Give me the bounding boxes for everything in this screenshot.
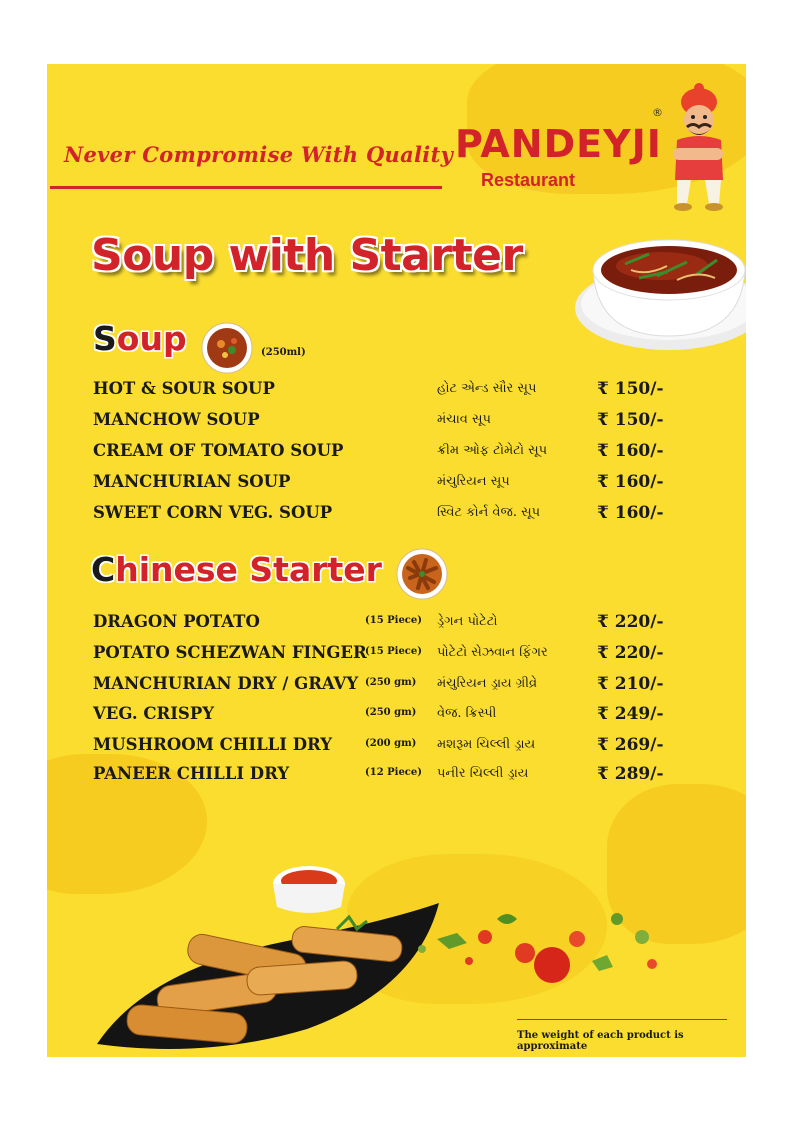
brand-logo-text: PANDEYJI [455, 122, 662, 166]
soup-section-title [93, 319, 187, 358]
item-gujarati-name: પોટેટો સેઝવાન ફિંગર [437, 645, 548, 660]
menu-card [47, 64, 746, 1057]
starter-title-initial: C [91, 550, 116, 589]
item-quantity: (15 Piece) [365, 615, 422, 626]
item-price: ₹ 150/- [597, 379, 664, 399]
item-name: MANCHURIAN SOUP [93, 472, 291, 491]
tagline-underline [50, 186, 442, 189]
item-gujarati-name: મંચુરિયન ડ્રાય ગ્રીવ્રે [437, 676, 538, 691]
item-name: MANCHURIAN DRY / GRAVY [93, 674, 359, 693]
soup-title-initial: S [93, 319, 117, 358]
item-price: ₹ 269/- [597, 735, 664, 755]
item-gujarati-name: ડ્રેગન પોટેટો [437, 614, 498, 629]
item-name: POTATO SCHEZWAN FINGER [93, 643, 367, 662]
list-item [93, 735, 713, 761]
list-item [93, 704, 713, 730]
item-name: PANEER CHILLI DRY [93, 764, 290, 783]
soup-thumbnail-icon [201, 322, 253, 374]
item-name: VEG. CRISPY [93, 704, 215, 723]
item-price: ₹ 249/- [597, 704, 664, 724]
item-name: CREAM OF TOMATO SOUP [93, 441, 344, 460]
spring-rolls-image [87, 859, 447, 1057]
list-item [93, 441, 713, 467]
mascot-icon [657, 82, 737, 214]
list-item [93, 503, 713, 529]
item-quantity: (200 gm) [365, 738, 417, 749]
soup-bowl-icon [547, 224, 746, 354]
item-gujarati-name: પનીર ચિલ્લી ડ્રાય [437, 766, 529, 781]
item-quantity: (15 Piece) [365, 646, 422, 657]
item-price: ₹ 160/- [597, 441, 664, 461]
item-quantity: (250 gm) [365, 707, 417, 718]
soup-title-rest: oup [116, 319, 187, 358]
footer-rule [517, 1019, 727, 1020]
list-item [93, 379, 713, 405]
brand-subtitle: Restaurant [481, 170, 576, 190]
tagline: Never Compromise With Quality [64, 142, 454, 167]
item-quantity: (250 gm) [365, 677, 417, 688]
registered-mark: ® [652, 106, 663, 119]
item-price: ₹ 160/- [597, 472, 664, 492]
item-price: ₹ 220/- [597, 643, 664, 663]
item-gujarati-name: વેજ. ક્રિસ્પી [437, 706, 497, 721]
item-quantity: (12 Piece) [365, 767, 422, 778]
item-price: ₹ 289/- [597, 764, 664, 784]
starter-title-rest: hinese Starter [115, 550, 382, 589]
soup-portion-note: (250ml) [261, 347, 306, 358]
item-name: HOT & SOUR SOUP [93, 379, 275, 398]
item-gujarati-name: ક્રીમ ઓફ ટોમેટો સૂપ [437, 443, 548, 458]
starter-section-title [91, 550, 382, 589]
list-item [93, 612, 713, 638]
item-name: MANCHOW SOUP [93, 410, 260, 429]
list-item [93, 674, 713, 700]
item-gujarati-name: મશરૂમ ચિલ્લી ડ્રાય [437, 737, 536, 752]
list-item [93, 643, 713, 669]
starter-plate-icon [396, 548, 448, 600]
vegetables-image [407, 909, 667, 989]
item-price: ₹ 220/- [597, 612, 664, 632]
item-price: ₹ 210/- [597, 674, 664, 694]
item-price: ₹ 150/- [597, 410, 664, 430]
list-item [93, 764, 713, 790]
weight-disclaimer: The weight of each product is approximate [517, 1030, 684, 1052]
item-gujarati-name: મંચુરિયન સૂપ [437, 474, 510, 489]
item-name: DRAGON POTATO [93, 612, 260, 631]
page-title: Soup with Starter [91, 230, 523, 281]
item-price: ₹ 160/- [597, 503, 664, 523]
item-name: SWEET CORN VEG. SOUP [93, 503, 333, 522]
list-item [93, 472, 713, 498]
item-name: MUSHROOM CHILLI DRY [93, 735, 333, 754]
item-gujarati-name: હોટ એન્ડ સૌર સૂપ [437, 381, 537, 396]
item-gujarati-name: મંચાવ સૂપ [437, 412, 491, 427]
item-gujarati-name: સ્વિટ કોર્ન વેજ. સૂપ [437, 505, 541, 520]
list-item [93, 410, 713, 436]
